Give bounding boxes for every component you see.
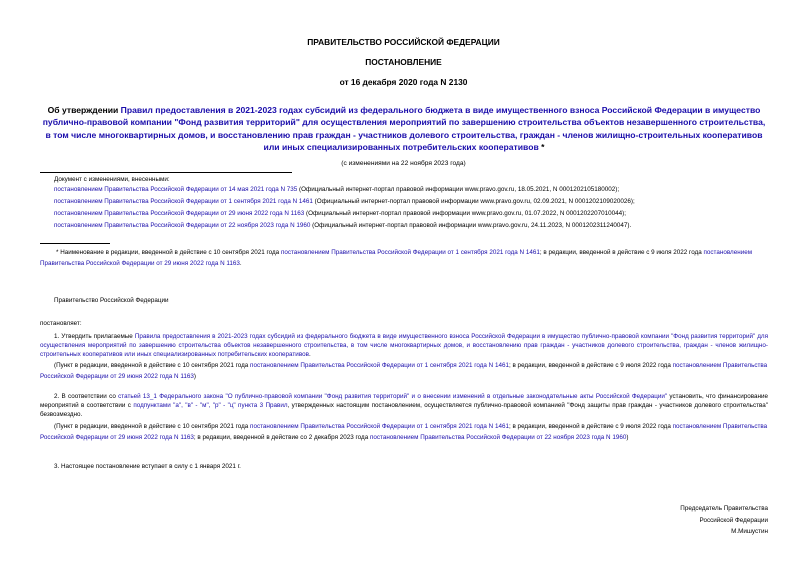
footnote-link[interactable]: постановлением Правительства Российской Федерации от 29 июня 2022 года N 1163 [40,249,753,267]
signature-position: Председатель Правительства [680,505,768,512]
edit-text: (Пункт в редакции, введенной в действие с 10 сентября 2021 года [54,362,251,369]
document-title [40,104,768,154]
paragraph-3: 3. Настоящее постановление вступает в силу с 1 января 2021 г. [54,463,241,470]
paragraph-text: 2. В соответствии со [54,393,119,400]
edit-text: ; в редакции, введенной в действие со 2 декабря 2023 года [193,434,370,441]
rules-link[interactable]: Правила предоставления в 2021-2023 годах субсидий из федерального бюджета в виде имущественного взноса Российской Федерации в имущество публично-правовой компании "Фонд развития территорий" для осуществления мероприятий по завершению строительства объектов незавершенного строительства, в том числе многоквартирных домов, и восстановлению прав граждан - участников долевого строительства, граждан - членов жилищно-строительных кооперативов или иных специализированных потребительских кооперативов [40,333,769,358]
amended-note: (с изменениями на 22 ноября 2023 года) [341,160,466,167]
federal-law-link[interactable]: статьей 13_1 Федерального закона "О публично-правовой компании "Фонд развития территорий" и о внесении изменений в отдельные законодательные акты Российской Федерации" [118,393,668,400]
edit-text: ; в редакции, введенной в действие с 9 июля 2022 года [508,423,673,430]
signature-block [680,503,768,538]
change-text: (Официальный интернет-портал правовой информации www.pravo.gov.ru, 18.05.2021, N 0001202105180002); [297,186,620,193]
change-text: (Официальный интернет-портал правовой информации www.pravo.gov.ru, 02.09.2021, N 0001202109020026); [312,198,635,205]
change-text: (Официальный интернет-портал правовой информации www.pravo.gov.ru, 01.07.2022, N 0001202207010044); [304,210,626,217]
document-type: ПОСТАНОВЛЕНИЕ [365,57,442,67]
footnote-link[interactable]: постановлением Правительства Российской Федерации от 1 сентября 2021 года N 1461 [280,249,540,256]
paragraph-text: , утвержденных настоящим постановлением, осуществляется публично-правовой компанией "Фонд защиты прав граждан - участников долевого строительства" безвозмездно. [40,402,768,418]
edit-link[interactable]: постановлением Правительства Российской Федерации от 29 июня 2022 года N 1163 [40,423,768,441]
signature-name: М.Мишустин [731,528,768,535]
change-link[interactable]: постановлением Правительства Российской Федерации от 14 мая 2021 года N 735 [54,186,298,193]
signature-org: Российской Федерации [699,516,768,524]
paragraph-text: установить, что финансирование мероприятий в соответствии с [40,393,768,409]
footnote-divider [40,243,110,244]
edit-link[interactable]: постановлением Правительства Российской Федерации от 29 июня 2022 года N 1163 [40,362,768,380]
paragraph-2-edit-note [40,421,768,443]
footnote [40,247,768,269]
paragraph-text: 1. Утвердить прилагаемые [54,333,135,340]
change-item [54,186,774,193]
decrees-label: постановляет: [40,320,82,327]
edit-link[interactable]: постановлением Правительства Российской Федерации от 1 сентября 2021 года N 1461 [250,423,509,430]
footnote-text: ; в редакции, введенной в действие с 9 июля 2022 года [539,249,704,256]
government-name: Правительство Российской Федерации [54,297,169,304]
edit-text: ; в редакции, введенной в действие с 9 июля 2022 года [508,362,673,369]
change-link[interactable]: постановлением Правительства Российской Федерации от 1 сентября 2021 года N 1461 [54,198,313,205]
footnote-text: * Наименование в редакции, введенной в действие с 10 сентября 2021 года [56,249,281,256]
document-date-number: от 16 декабря 2020 года N 2130 [339,77,468,87]
title-rules-link[interactable]: Правил предоставления в 2021-2023 годах субсидий из федерального бюджета в виде имущественного взноса Российской Федерации в имущество публично-правовой компании "Фонд развития территорий" для осуществления мероприятий по завершению строительства объектов незавершенного строительства, в том числе многоквартирных домов, и восстановлению прав граждан - участников долевого строительства, граждан - членов жилищно-строительных кооперативов или иных специализированных потребительских кооперативов [42,105,766,153]
change-item [54,210,774,217]
paragraph-1-edit-note [40,360,768,382]
government-heading: ПРАВИТЕЛЬСТВО РОССИЙСКОЙ ФЕДЕРАЦИИ [307,37,500,47]
paragraph-2 [40,392,768,419]
edit-text: ) [193,373,197,380]
title-suffix: * [538,142,545,153]
footnote-text: . [239,260,242,267]
title-prefix: Об утверждении [47,105,121,115]
paragraph-1 [40,332,768,359]
change-link[interactable]: постановлением Правительства Российской Федерации от 22 ноября 2023 года N 1960 [54,222,311,229]
paragraph-text: . [308,351,311,358]
change-link[interactable]: постановлением Правительства Российской Федерации от 29 июня 2022 года N 1163 [54,210,305,217]
changes-label: Документ с изменениями, внесенными: [54,176,170,183]
changes-divider [40,172,292,173]
subpoints-link[interactable]: подпунктами "а", "в" - "м", "р" - "ц" пункта 3 Правил [133,402,288,409]
edit-link[interactable]: постановлением Правительства Российской Федерации от 22 ноября 2023 года N 1960 [369,434,627,441]
edit-text: ) [626,434,629,441]
change-item [54,198,774,205]
change-text: (Официальный интернет-портал правовой информации www.pravo.gov.ru, 24.11.2023, N 0001202311240047). [310,222,632,229]
edit-link[interactable]: постановлением Правительства Российской Федерации от 1 сентября 2021 года N 1461 [250,362,509,369]
change-item [54,222,774,229]
edit-text: (Пункт в редакции, введенной в действие с 10 сентября 2021 года [54,423,251,430]
